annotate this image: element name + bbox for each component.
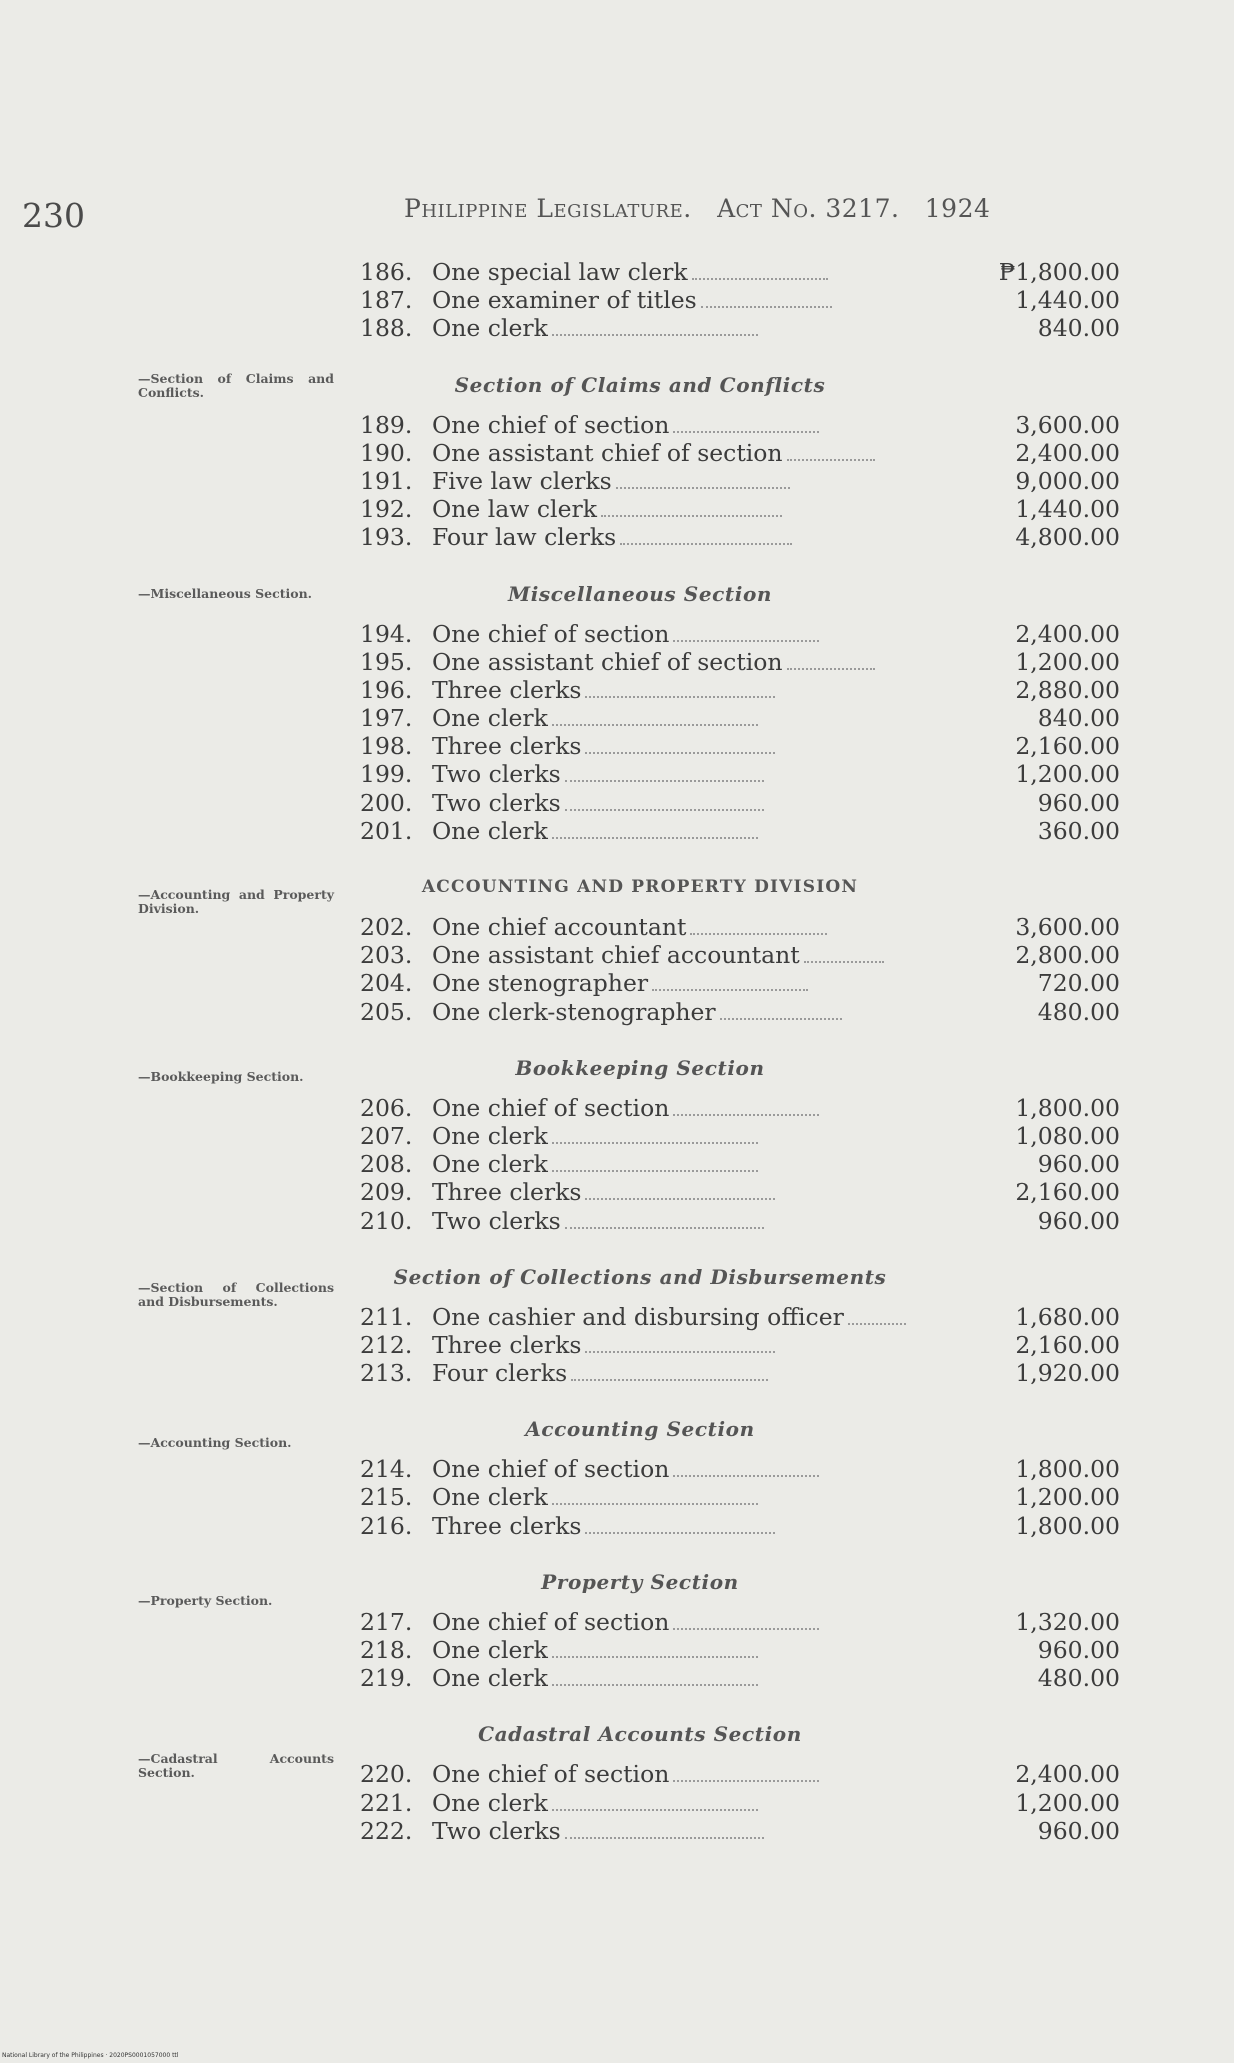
item-amount: 720.00 xyxy=(1037,969,1120,998)
dot-leader xyxy=(585,752,774,754)
item-amount: 3,600.00 xyxy=(1015,410,1121,439)
item-amount: 1,440.00 xyxy=(1015,495,1121,524)
item-amount: 960.00 xyxy=(1037,1150,1120,1179)
item-amount: 1,200.00 xyxy=(1015,647,1120,676)
dot-leader xyxy=(552,1656,758,1658)
appropriation-item xyxy=(360,1207,1120,1235)
item-number: 214. xyxy=(360,1455,413,1484)
item-description: One clerk-stenographer xyxy=(432,997,716,1026)
dot-leader xyxy=(565,1837,765,1839)
item-number: 198. xyxy=(360,732,413,761)
dot-leader xyxy=(701,306,833,308)
dot-leader xyxy=(552,1503,758,1505)
item-number: 188. xyxy=(360,314,413,343)
appropriation-item xyxy=(360,1122,1120,1150)
item-number: 222. xyxy=(360,1816,413,1845)
item-amount: 9,000.00 xyxy=(1015,466,1120,495)
running-head-publication: Philippine Legislature. xyxy=(404,194,692,223)
appropriation-item xyxy=(360,1817,1120,1845)
item-amount: 1,200.00 xyxy=(1015,760,1121,789)
dot-leader xyxy=(585,1351,774,1353)
item-number: 207. xyxy=(360,1121,413,1150)
item-description: Two clerks xyxy=(432,1816,561,1845)
appropriation-item xyxy=(360,1636,1120,1664)
item-number: 209. xyxy=(360,1178,413,1207)
appropriation-item xyxy=(360,817,1120,845)
item-description: One chief of section xyxy=(432,1607,670,1636)
item-description: Three clerks xyxy=(432,1330,582,1359)
dot-leader xyxy=(552,837,758,839)
appropriation-item xyxy=(360,704,1120,732)
item-amount: 960.00 xyxy=(1037,1636,1120,1664)
dot-leader xyxy=(787,668,876,670)
item-description: One clerk xyxy=(432,1636,548,1664)
item-description: Two clerks xyxy=(432,1206,561,1235)
item-number: 218. xyxy=(360,1636,413,1664)
margin-note: —Miscellaneous Section. xyxy=(138,586,313,601)
item-amount: 1,800.00 xyxy=(1015,1093,1121,1122)
item-amount: 840.00 xyxy=(1037,704,1120,733)
item-description: One clerk xyxy=(432,1788,548,1817)
dot-leader xyxy=(848,1323,906,1325)
item-amount: 1,200.00 xyxy=(1015,1483,1120,1512)
item-description: One chief of section xyxy=(432,1455,670,1484)
margin-note: —Section of Claims and Conflicts. xyxy=(138,371,334,400)
item-description: One clerk xyxy=(432,704,548,733)
margin-note: —Property Section. xyxy=(138,1593,273,1608)
item-number: 216. xyxy=(360,1511,413,1540)
item-number: 200. xyxy=(360,788,413,817)
page-number: 230 xyxy=(22,196,85,235)
item-description: One clerk xyxy=(432,1150,548,1179)
dot-leader xyxy=(565,780,765,782)
item-description: One law clerk xyxy=(432,495,597,524)
item-number: 203. xyxy=(360,941,413,970)
appropriation-item xyxy=(360,648,1120,676)
margin-note: —Accounting Section. xyxy=(138,1435,292,1450)
item-number: 211. xyxy=(360,1302,413,1331)
appropriation-item xyxy=(360,732,1120,760)
appropriation-item xyxy=(360,941,1120,969)
dot-leader xyxy=(673,1780,818,1782)
item-amount: 1,800.00 xyxy=(1015,1511,1121,1540)
item-number: 215. xyxy=(360,1483,413,1512)
item-amount: 2,880.00 xyxy=(1015,675,1121,704)
dot-leader xyxy=(565,1227,765,1229)
item-amount: 1,800.00 xyxy=(1015,1455,1121,1484)
item-description: One clerk xyxy=(432,816,548,845)
dot-leader xyxy=(616,487,790,489)
item-description: One chief of section xyxy=(432,1760,670,1789)
item-description: One cashier and disbursing officer xyxy=(432,1302,844,1331)
item-amount: 2,400.00 xyxy=(1015,438,1120,467)
running-head-year: 1924 xyxy=(924,194,991,223)
item-amount: 960.00 xyxy=(1037,1816,1121,1845)
appropriation-item xyxy=(360,1512,1120,1540)
item-number: 202. xyxy=(360,913,413,941)
item-number: 192. xyxy=(360,495,413,524)
section-heading: ACCOUNTING AND PROPERTY DIVISION xyxy=(421,877,859,897)
item-amount: 1,440.00 xyxy=(1015,286,1121,315)
item-description: One chief of section xyxy=(432,410,670,439)
item-number: 190. xyxy=(360,438,413,467)
item-amount: ₱1,800.00 xyxy=(998,258,1121,286)
dot-leader xyxy=(552,1684,758,1686)
appropriation-item xyxy=(360,789,1120,817)
section-heading: Property Section xyxy=(541,1569,739,1594)
appropriation-item xyxy=(360,1483,1120,1511)
section-heading: Section of Collections and Disbursements xyxy=(393,1264,887,1289)
margin-note: —Cadastral Accounts Section. xyxy=(138,1751,334,1780)
item-number: 210. xyxy=(360,1206,413,1235)
running-head-act: Act No. 3217. xyxy=(717,194,900,223)
section-heading: Section of Claims and Conflicts xyxy=(454,372,826,397)
item-description: One examiner of titles xyxy=(432,286,697,315)
dot-leader xyxy=(565,809,765,811)
item-number: 196. xyxy=(360,675,413,704)
appropriation-item xyxy=(360,1303,1120,1331)
item-description: One stenographer xyxy=(432,969,649,998)
dot-leader xyxy=(787,459,876,461)
appropriation-item xyxy=(360,467,1120,495)
item-amount: 2,160.00 xyxy=(1015,1330,1121,1359)
section-heading: Miscellaneous Section xyxy=(507,581,773,606)
item-description: Four law clerks xyxy=(432,523,617,552)
appropriation-item xyxy=(360,760,1120,788)
dot-leader xyxy=(552,334,758,336)
item-number: 205. xyxy=(360,997,413,1026)
dot-leader xyxy=(673,640,818,642)
item-number: 195. xyxy=(360,647,413,676)
item-number: 217. xyxy=(360,1607,413,1636)
item-number: 221. xyxy=(360,1788,413,1817)
dot-leader xyxy=(720,1018,842,1020)
item-number: 219. xyxy=(360,1664,413,1693)
item-amount: 2,400.00 xyxy=(1015,1760,1121,1789)
appropriation-item xyxy=(360,314,1120,342)
margin-note: —Accounting and Property Division. xyxy=(138,887,334,916)
item-number: 191. xyxy=(360,466,413,495)
item-number: 197. xyxy=(360,704,413,733)
item-amount: 480.00 xyxy=(1037,997,1121,1026)
item-description: One clerk xyxy=(432,314,548,343)
item-amount: 3,600.00 xyxy=(1015,913,1121,941)
item-description: Two clerks xyxy=(432,788,561,817)
item-amount: 2,400.00 xyxy=(1015,619,1121,648)
margin-note: —Bookkeeping Section. xyxy=(138,1069,304,1084)
item-amount: 2,160.00 xyxy=(1015,1178,1121,1207)
appropriation-item xyxy=(360,676,1120,704)
scan-footer: National Library of the Philippines · 2020PS0001057000 ttl xyxy=(2,2052,179,2059)
item-number: 193. xyxy=(360,523,413,552)
dot-leader xyxy=(552,1142,758,1144)
item-number: 189. xyxy=(360,410,413,439)
item-amount: 2,800.00 xyxy=(1015,941,1121,970)
item-amount: 1,920.00 xyxy=(1015,1359,1120,1388)
item-number: 220. xyxy=(360,1760,413,1789)
item-amount: 840.00 xyxy=(1037,314,1120,343)
appropriation-item xyxy=(360,258,1120,286)
item-amount: 360.00 xyxy=(1037,816,1120,845)
item-description: One clerk xyxy=(432,1483,548,1512)
section-heading: Bookkeeping Section xyxy=(515,1055,765,1080)
item-amount: 1,200.00 xyxy=(1015,1788,1120,1817)
dot-leader xyxy=(601,515,783,517)
item-number: 199. xyxy=(360,760,413,789)
item-amount: 2,160.00 xyxy=(1015,732,1121,761)
dot-leader xyxy=(585,1532,774,1534)
item-description: Three clerks xyxy=(432,1178,582,1207)
item-number: 212. xyxy=(360,1330,413,1359)
dot-leader xyxy=(552,724,758,726)
item-description: One assistant chief accountant xyxy=(432,941,800,970)
appropriation-item xyxy=(360,523,1120,551)
appropriation-item xyxy=(360,969,1120,997)
appropriation-item xyxy=(360,1664,1120,1692)
dot-leader xyxy=(692,278,828,280)
item-number: 186. xyxy=(360,258,413,286)
appropriation-item xyxy=(360,411,1120,439)
item-description: Three clerks xyxy=(432,675,582,704)
item-description: One clerk xyxy=(432,1121,548,1150)
dot-leader xyxy=(673,1628,818,1630)
item-amount: 960.00 xyxy=(1037,788,1121,817)
item-description: One chief of section xyxy=(432,1093,670,1122)
appropriation-list xyxy=(360,258,1120,1861)
appropriation-item xyxy=(360,1094,1120,1122)
item-description: Four clerks xyxy=(432,1359,568,1388)
item-number: 213. xyxy=(360,1359,413,1388)
item-description: One special law clerk xyxy=(432,258,688,286)
dot-leader xyxy=(673,1114,818,1116)
appropriation-item xyxy=(360,1455,1120,1483)
appropriation-item xyxy=(360,1789,1120,1817)
appropriation-item xyxy=(360,1608,1120,1636)
item-number: 208. xyxy=(360,1150,413,1179)
item-description: Three clerks xyxy=(432,1511,582,1540)
item-amount: 960.00 xyxy=(1037,1206,1121,1235)
item-description: Two clerks xyxy=(432,760,561,789)
appropriation-item xyxy=(360,1178,1120,1206)
appropriation-item xyxy=(360,998,1120,1026)
dot-leader xyxy=(673,1475,818,1477)
dot-leader xyxy=(552,1809,758,1811)
dot-leader xyxy=(585,1198,774,1200)
section-heading: Cadastral Accounts Section xyxy=(478,1722,802,1747)
item-number: 206. xyxy=(360,1093,413,1122)
item-amount: 4,800.00 xyxy=(1015,523,1120,552)
item-description: One chief accountant xyxy=(432,913,687,941)
dot-leader xyxy=(571,1379,767,1381)
item-description: One assistant chief of section xyxy=(432,438,783,467)
dot-leader xyxy=(620,543,792,545)
appropriation-item xyxy=(360,495,1120,523)
item-amount: 1,680.00 xyxy=(1015,1302,1121,1331)
item-number: 194. xyxy=(360,619,413,648)
dot-leader xyxy=(652,989,808,991)
item-description: One clerk xyxy=(432,1664,548,1693)
dot-leader xyxy=(690,933,827,935)
dot-leader xyxy=(585,696,774,698)
item-description: One assistant chief of section xyxy=(432,647,783,676)
item-number: 187. xyxy=(360,286,413,315)
section-heading: Accounting Section xyxy=(525,1417,755,1442)
dot-leader xyxy=(804,961,884,963)
appropriation-item xyxy=(360,286,1120,314)
appropriation-item xyxy=(360,439,1120,467)
item-description: One chief of section xyxy=(432,619,670,648)
item-number: 204. xyxy=(360,969,413,998)
appropriation-item xyxy=(360,1760,1120,1788)
item-description: Three clerks xyxy=(432,732,582,761)
appropriation-item xyxy=(360,1359,1120,1387)
dot-leader xyxy=(552,1170,758,1172)
appropriation-item xyxy=(360,1150,1120,1178)
dot-leader xyxy=(673,431,818,433)
margin-note: —Section of Collections and Disbursements. xyxy=(138,1280,334,1309)
item-description: Five law clerks xyxy=(432,466,612,495)
item-number: 201. xyxy=(360,816,413,845)
running-head xyxy=(404,194,990,223)
item-amount: 480.00 xyxy=(1037,1664,1120,1693)
item-amount: 1,080.00 xyxy=(1015,1121,1120,1150)
item-amount: 1,320.00 xyxy=(1015,1607,1121,1636)
appropriation-item xyxy=(360,1331,1120,1359)
appropriation-item xyxy=(360,620,1120,648)
appropriation-item xyxy=(360,913,1120,941)
